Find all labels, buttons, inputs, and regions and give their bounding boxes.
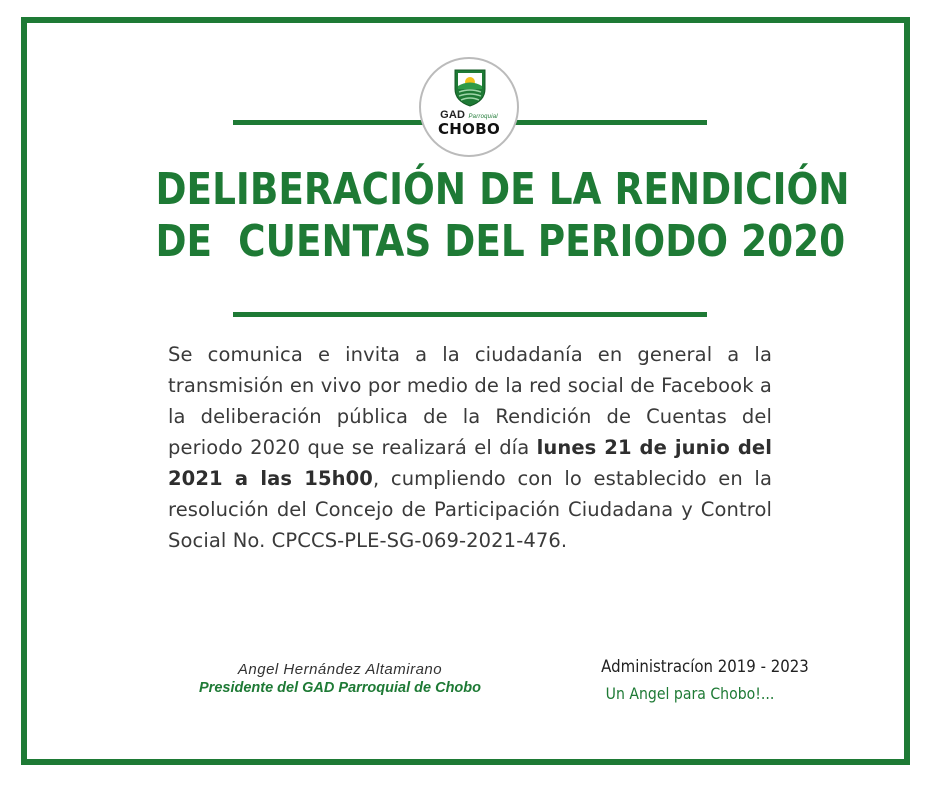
top-left-divider bbox=[233, 120, 425, 125]
title-bottom-divider bbox=[233, 312, 707, 317]
signature-role: Presidente del GAD Parroquial de Chobo bbox=[199, 680, 481, 696]
logo-name: CHOBO bbox=[438, 120, 500, 138]
announcement-outro: , cumpliendo con lo establecido en la resolución del Concejo de Participación Ciudadana y Control Social No. CPCCS-PLE-SG-069-2021-476. bbox=[168, 467, 772, 552]
event-date-time: lunes 21 de junio del 2021 a las 15h00 bbox=[168, 436, 772, 490]
logo-parroquial-label: Parroquial bbox=[468, 114, 498, 120]
announcement-intro: Se comunica e invita a la ciudadanía en general a la transmisión en vivo por medio de la red social de Facebook a la deliberación pública de la Rendición de Cuentas del periodo 2020 que se realizará el día bbox=[168, 343, 772, 459]
title-line-1: DELIBERACIÓN DE LA RENDICIÓN bbox=[155, 164, 850, 215]
title-line-2: DE CUENTAS DEL PERIODO 2020 bbox=[155, 216, 846, 267]
logo-gad-label: GAD bbox=[440, 109, 466, 121]
slogan: Un Angel para Chobo!... bbox=[605, 684, 775, 703]
gad-chobo-logo bbox=[419, 57, 519, 157]
administration-period: Administracíon 2019 - 2023 bbox=[601, 657, 809, 677]
announcement-paragraph bbox=[168, 339, 772, 556]
signature-name: Angel Hernández Altamirano bbox=[237, 661, 443, 678]
top-right-divider bbox=[514, 120, 707, 125]
shield-emblem-icon bbox=[453, 67, 487, 107]
